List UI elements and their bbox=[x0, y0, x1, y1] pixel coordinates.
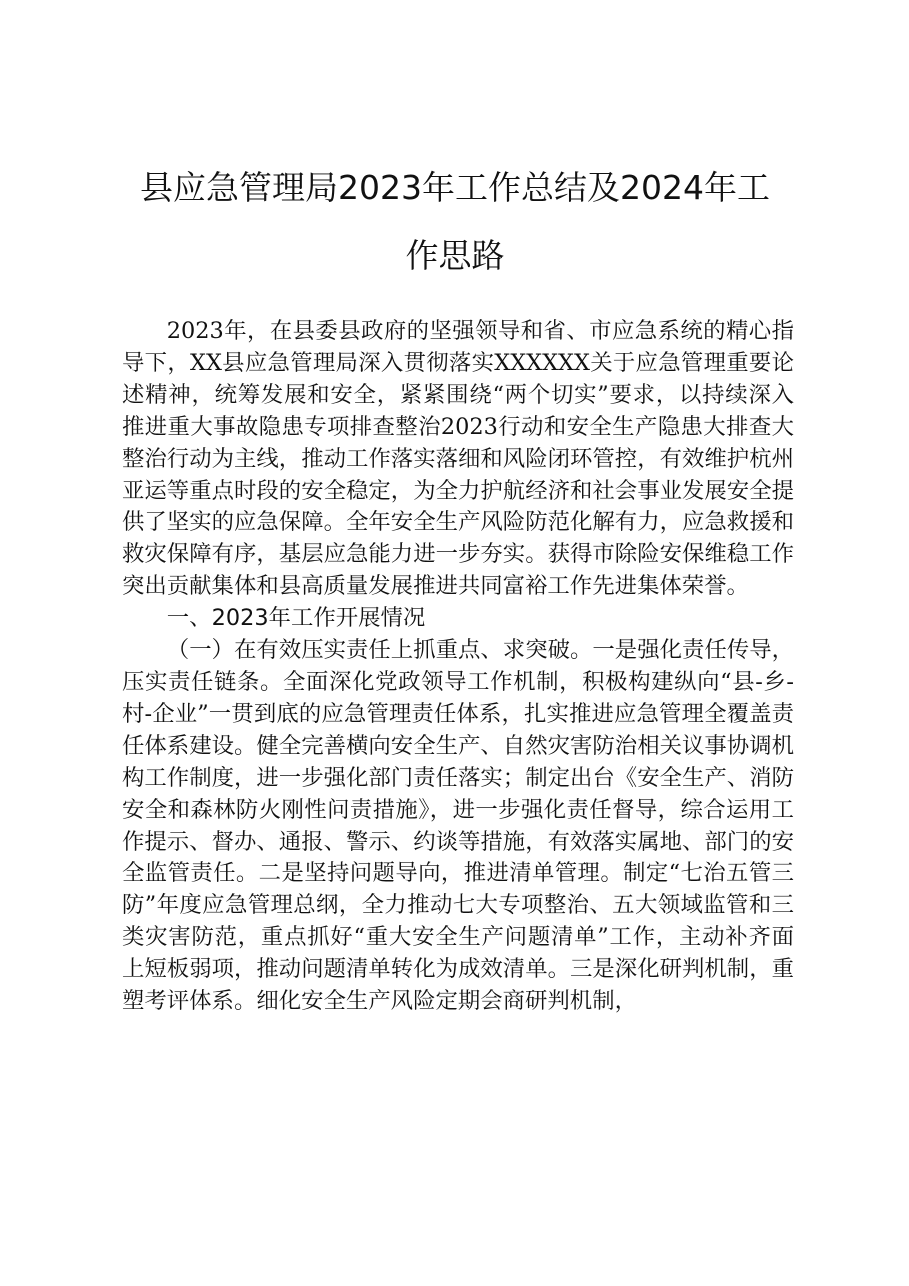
intro-paragraph: 2023年，在县委县政府的坚强领导和省、市应急系统的精心指导下，XX县应急管理局深入贯彻落实XXXXXX关于应急管理重要论述精神，统筹发展和安全，紧紧围绕“两个切实”要求，以持续深入推进重大事故隐患专项排查整治2023行动和安全生产隐患大排查大整治行动为主线，推动工作落实落细和风险闭环管控，有效维护杭州亚运等重点时段的安全稳定，为全力护航经济和社会事业发展安全提供了坚实的应急保障。全年安全生产风险防范化解有力，应急救援和救灾保障有序，基层应急能力进一步夯实。获得市除险安保维稳工作突出贡献集体和县高质量发展推进共同富裕工作先进集体荣誉。 bbox=[122, 318, 794, 600]
document-title-line-1: 县应急管理局2023年工作总结及2024年工 bbox=[140, 168, 770, 207]
section-paragraph: （一）在有效压实责任上抓重点、求突破。一是强化责任传导，压实责任链条。全面深化党政领导工作机制，积极构建纵向“县-乡-村-企业”一贯到底的应急管理责任体系，扎实推进应急管理全覆盖责任体系建设。健全完善横向安全生产、自然灾害防治相关议事协调机构工作制度，进一步强化部门责任落实；制定出台《安全生产、消防安全和森林防火刚性问责措施》，进一步强化责任督导，综合运用工作提示、督办、通报、警示、约谈等措施，有效落实属地、部门的安全监管责任。二是坚持问题导向，推进清单管理。制定“七治五管三防”年度应急管理总纲，全力推动七大专项整治、五大领域监管和三类灾害防范，重点抓好“重大安全生产问题清单”工作，主动补齐面上短板弱项，推动问题清单转化为成效清单。三是深化研判机制，重塑考评体系。细化安全生产风险定期会商研判机制， bbox=[122, 637, 794, 1015]
document-title-line-2: 作思路 bbox=[405, 236, 505, 275]
section-heading: 一、2023年工作开展情况 bbox=[166, 605, 426, 632]
document-body bbox=[122, 316, 794, 1018]
